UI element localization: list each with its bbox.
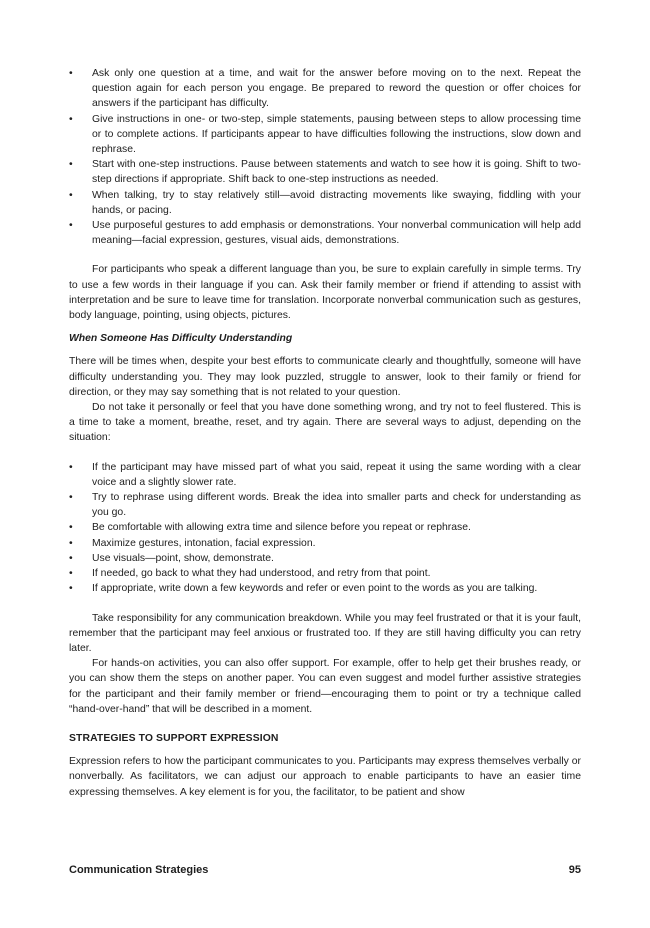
list-item <box>69 536 581 551</box>
list-item <box>69 460 581 490</box>
instruction-bullet-list <box>69 66 581 248</box>
list-item-text: Use purposeful gestures to add emphasis or demonstrations. Your nonverbal communication will help add meaning—facial expression, gestures, visual aids, demonstrations. <box>92 220 581 247</box>
section-heading-expression: STRATEGIES TO SUPPORT EXPRESSION <box>69 732 279 744</box>
list-item-text: Ask only one question at a time, and wait for the answer before moving on to the next. Repeat the question again for each person you engage. Be prepared to reword the question or offer choices for answers if the participant has difficulty. <box>92 68 581 110</box>
paragraph-responsibility: Take responsibility for any communication breakdown. While you may feel frustrated or that it is your fault, remember that the participant may feel anxious or frustrated too. If they are still having difficulty you can retry later. <box>69 612 581 654</box>
bullet-icon: • <box>69 68 73 79</box>
list-item-text: If appropriate, write down a few keywords and refer or even point to the words as you are talking. <box>92 583 538 595</box>
bullet-icon: • <box>69 492 73 504</box>
list-item <box>69 218 581 248</box>
paragraph-difficulty-adjust: Do not take it personally or feel that you have done something wrong, and try not to feel flustered. This is a time to take a moment, breathe, reset, and try again. There are several ways to adjust, depending on the situation: <box>69 402 581 444</box>
bullet-icon: • <box>69 537 73 549</box>
list-item <box>69 566 581 581</box>
bullet-icon: • <box>69 583 73 595</box>
bullet-icon: • <box>69 189 73 201</box>
list-item-text: Try to rephrase using different words. Break the idea into smaller parts and check for understanding as you go. <box>92 492 581 519</box>
bullet-icon: • <box>69 568 73 580</box>
list-item <box>69 581 581 596</box>
paragraph-hands-on: For hands-on activities, you can also offer support. For example, offer to help get their brushes ready, or you can show them the steps on another paper. You can even suggest and model further assistive strategies for the participant and their family member or friend—encouraging them to point or try a technique called “hand-over-hand” that will be described in a moment. <box>69 658 581 715</box>
list-item-text: Be comfortable with allowing extra time and silence before you repeat or rephrase. <box>92 522 471 534</box>
paragraph-language: For participants who speak a different language than you, be sure to explain carefully in simple terms. Try to use a few words in their language if you can. Ask their family member or friend if attending to assist with interpretation and be sure to leave time for translation. Incorporate nonverbal communication such as gestures, body language, pointing, using objects, pictures. <box>69 264 581 322</box>
list-item-text: Maximize gestures, intonation, facial expression. <box>92 537 316 549</box>
page-number: 95 <box>568 864 581 876</box>
list-item-text: When talking, try to stay relatively still—avoid distracting movements like swaying, fiddling with your hands, or pacing. <box>92 189 581 216</box>
adjustment-bullet-list <box>69 460 581 597</box>
subheading-difficulty: When Someone Has Difficulty Understanding <box>69 333 293 345</box>
page-footer <box>69 864 581 876</box>
list-item <box>69 490 581 520</box>
list-item-text: Start with one-step instructions. Pause between statements and watch to see how it is going. Shift to two-step directions if appropriate. Shift back to one-step instructions as needed. <box>92 159 581 186</box>
page-body <box>69 66 581 800</box>
bullet-icon: • <box>69 461 73 473</box>
list-item <box>69 520 581 535</box>
paragraph-difficulty-intro: There will be times when, despite your best efforts to communicate clearly and thoughtfully, someone will have difficulty understanding you. They may look puzzled, struggle to answer, look to their family or friend for direction, or they may say something that is not related to your question. <box>69 356 581 398</box>
bullet-icon: • <box>69 159 73 171</box>
bullet-icon: • <box>69 552 73 564</box>
list-item-text: If the participant may have missed part of what you said, repeat it using the same wording with a clear voice and a slightly slower rate. <box>92 461 581 488</box>
list-item-text: Give instructions in one- or two-step, simple statements, pausing between steps to allow processing time or to complete actions. If participants appear to have difficulties following the instructions, slow down and rephrase. <box>92 113 581 156</box>
paragraph-expression: Expression refers to how the participant communicates to you. Participants may express themselves verbally or nonverbally. As facilitators, we can adjust our approach to enable participants to have an easier time expressing themselves. A key element is for you, the facilitator, to be patient and show <box>69 756 581 798</box>
bullet-icon: • <box>69 522 73 534</box>
list-item <box>69 66 581 112</box>
list-item <box>69 112 581 158</box>
list-item <box>69 551 581 566</box>
list-item-text: Use visuals—point, show, demonstrate. <box>92 552 274 564</box>
bullet-icon: • <box>69 113 73 125</box>
list-item-text: If needed, go back to what they had understood, and retry from that point. <box>92 568 431 580</box>
footer-chapter-title: Communication Strategies <box>69 864 209 876</box>
list-item <box>69 157 581 187</box>
list-item <box>69 188 581 218</box>
bullet-icon: • <box>69 220 73 232</box>
